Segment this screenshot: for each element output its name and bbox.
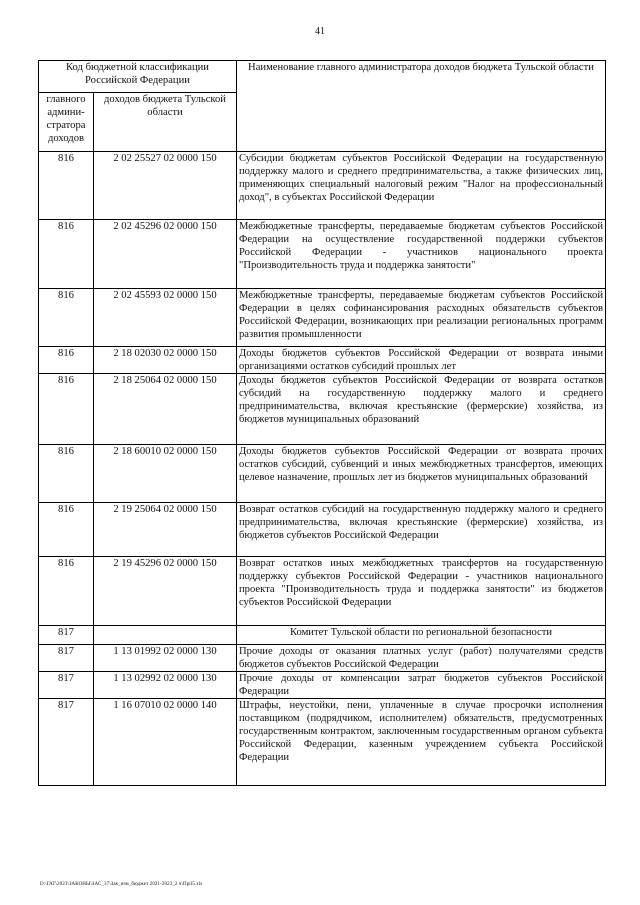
table-row <box>39 289 606 347</box>
cell-income-description: Прочие доходы от компенсации затрат бюджетов субъектов Российской Федерации <box>237 672 606 699</box>
cell-income-code: 2 19 45296 02 0000 150 <box>94 557 237 626</box>
table-row <box>39 374 606 445</box>
cell-administrator-code: 817 <box>39 645 94 672</box>
cell-income-code: 2 02 45593 02 0000 150 <box>94 289 237 347</box>
cell-income-code: 2 02 25527 02 0000 150 <box>94 152 237 220</box>
cell-income-code: 2 18 02030 02 0000 150 <box>94 347 237 374</box>
cell-income-code: 2 19 25064 02 0000 150 <box>94 503 237 557</box>
table-row <box>39 152 606 220</box>
header-code-group: Код бюджетной классификации Российской Федерации <box>39 61 237 93</box>
table-row <box>39 672 606 699</box>
cell-income-code: 2 18 25064 02 0000 150 <box>94 374 237 445</box>
cell-income-code: 2 18 60010 02 0000 150 <box>94 445 237 503</box>
cell-income-description: Доходы бюджетов субъектов Российской Федерации от возврата прочих остатков субсидий, субвенций и иных межбюджетных трансфертов, имеющих целевое назначение, прошлых лет из бюджетов муниципальных образований <box>237 445 606 503</box>
page-number: 41 <box>315 26 325 37</box>
cell-administrator-code: 817 <box>39 626 94 645</box>
cell-committee-name: Комитет Тульской области по региональной безопасности <box>237 626 606 645</box>
table-body <box>39 152 606 786</box>
cell-administrator-code: 816 <box>39 445 94 503</box>
footer-file-path: D:\ГАТ\2023\ЗАКОНЫ\ЗАС_37\Зак_изм_бюджет 2021-2023_2 ч\Прil5.xls <box>40 882 203 887</box>
table-row <box>39 445 606 503</box>
cell-income-description: Доходы бюджетов субъектов Российской Федерации от возврата иными организациями остатков субсидий прошлых лет <box>237 347 606 374</box>
cell-administrator-code: 816 <box>39 152 94 220</box>
cell-income-description: Возврат остатков субсидий на государственную поддержку малого и среднего предпринимательства, включая крестьянские (фермерские) хозяйства, из бюджетов субъектов Российской Федерации <box>237 503 606 557</box>
cell-administrator-code: 817 <box>39 699 94 786</box>
cell-income-description: Межбюджетные трансферты, передаваемые бюджетам субъектов Российской Федерации на осуществление государственной поддержки субъектов Российской Федерации - участников национального проекта "Производительность труда и поддержка занятости" <box>237 220 606 289</box>
table-row <box>39 220 606 289</box>
cell-income-code: 1 13 02992 02 0000 130 <box>94 672 237 699</box>
cell-administrator-code: 816 <box>39 374 94 445</box>
cell-income-description: Штрафы, неустойки, пени, уплаченные в случае просрочки исполнения поставщиком (подрядчиком, исполнителем) обязательств, предусмотренных государственным контрактом, заключенным государственным органом субъекта Российской Федерации, казенным учреждением субъекта Российской Федерации <box>237 699 606 786</box>
table-row <box>39 503 606 557</box>
header-administrator-name: Наименование главного администратора доходов бюджета Тульской области <box>237 61 606 152</box>
cell-administrator-code: 816 <box>39 289 94 347</box>
table-row <box>39 645 606 672</box>
cell-administrator-code: 816 <box>39 220 94 289</box>
cell-income-description: Межбюджетные трансферты, передаваемые бюджетам субъектов Российской Федерации в целях софинансирования расходных обязательств субъектов Российской Федерации, возникающих при реализации региональных программ развития промышленности <box>237 289 606 347</box>
cell-administrator-code: 816 <box>39 557 94 626</box>
cell-income-description: Возврат остатков иных межбюджетных трансфертов на государственную поддержку субъектов Российской Федерации - участников национального проекта "Производительность труда и поддержка занятости" из бюджетов субъектов Российской Федерации <box>237 557 606 626</box>
cell-income-code: 2 02 45296 02 0000 150 <box>94 220 237 289</box>
cell-income-description: Субсидии бюджетам субъектов Российской Федерации на государственную поддержку малого и среднего предпринимательства, а также физических лиц, применяющих специальный налоговый режим "Налог на профессиональный доход", в субъектах Российской Федерации <box>237 152 606 220</box>
table-row <box>39 699 606 786</box>
cell-administrator-code: 816 <box>39 347 94 374</box>
budget-income-table <box>38 60 606 786</box>
cell-income-code: 1 13 01992 02 0000 130 <box>94 645 237 672</box>
header-main-administrator: главного админи-стратора доходов <box>39 93 94 152</box>
table-row <box>39 557 606 626</box>
table-row <box>39 347 606 374</box>
header-income-code: доходов бюджета Тульской области <box>94 93 237 152</box>
cell-income-description: Прочие доходы от оказания платных услуг (работ) получателями средств бюджетов субъектов Российской Федерации <box>237 645 606 672</box>
cell-administrator-code: 816 <box>39 503 94 557</box>
table-row <box>39 626 606 645</box>
cell-income-code <box>94 626 237 645</box>
cell-income-description: Доходы бюджетов субъектов Российской Федерации от возврата остатков субсидий на государственную поддержку малого и среднего предпринимательства, включая крестьянские (фермерские) хозяйства, из бюджетов муниципальных образований <box>237 374 606 445</box>
cell-income-code: 1 16 07010 02 0000 140 <box>94 699 237 786</box>
cell-administrator-code: 817 <box>39 672 94 699</box>
